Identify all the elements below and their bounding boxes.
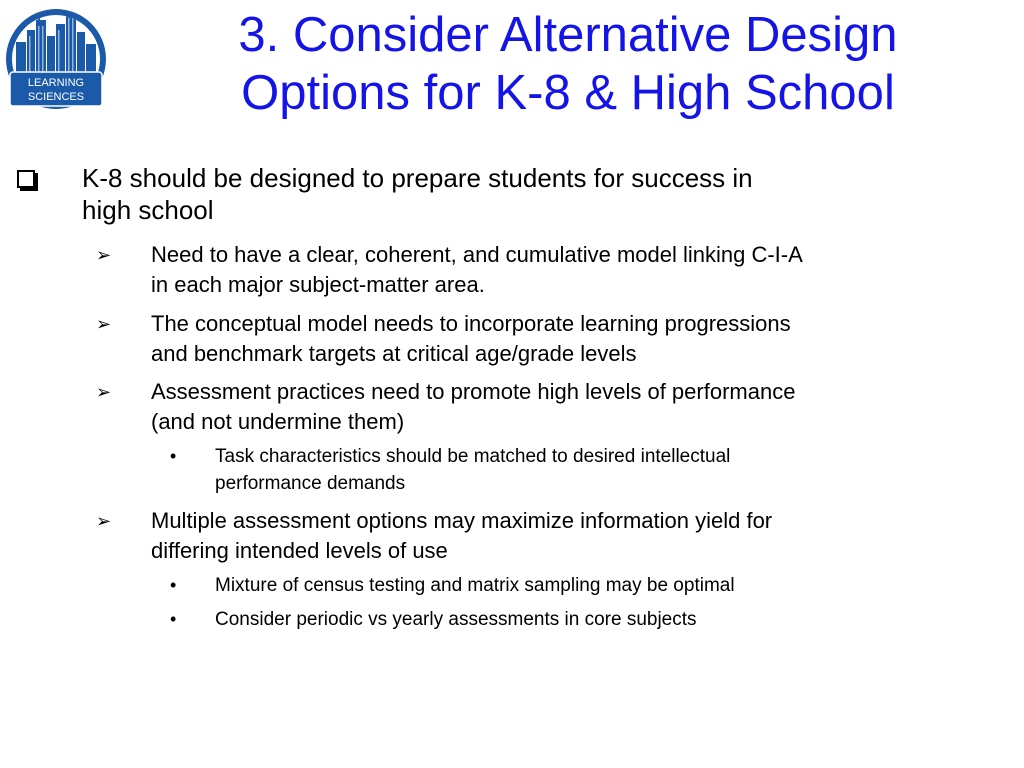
bullet-text-line: K-8 should be designed to prepare students for success in (82, 163, 753, 193)
subbullet-text-line: and benchmark targets at critical age/grade levels (151, 341, 637, 366)
subbullet-text-line: Multiple assessment options may maximize information yield for (151, 508, 773, 533)
subbullet-text-line: Assessment practices need to promote high levels of performance (151, 379, 796, 404)
title-line-2: Options for K-8 & High School (241, 66, 895, 120)
title-line-1: 3. Consider Alternative Design (238, 8, 898, 62)
dot-bullet-icon: • (170, 575, 177, 595)
arrow-bullet-icon: ➢ (96, 511, 112, 531)
subsubbullet-text-line: Mixture of census testing and matrix sampling may be optimal (215, 575, 735, 596)
subbullet-text-line: (and not undermine them) (151, 409, 405, 434)
subbullet-text-line: Need to have a clear, coherent, and cumulative model linking C-I-A (151, 242, 803, 267)
arrow-bullet-icon: ➢ (96, 314, 112, 334)
arrow-bullet-icon: ➢ (96, 245, 112, 265)
subsubbullet-text-line: performance demands (215, 473, 406, 494)
bullet-text-line: high school (82, 195, 214, 225)
subbullet-text-line: in each major subject-matter area. (151, 272, 485, 297)
subsubbullet-text-line: Consider periodic vs yearly assessments in core subjects (215, 609, 697, 630)
dot-bullet-icon: • (170, 446, 177, 466)
dot-bullet-icon: • (170, 609, 177, 629)
subbullet-text-line: The conceptual model needs to incorporate learning progressions (151, 311, 791, 336)
subsubbullet-text-line: Task characteristics should be matched to desired intellectual (215, 446, 731, 467)
subbullet-text-line: differing intended levels of use (151, 538, 448, 563)
logo-line1: LEARNING (27, 77, 85, 89)
checkbox-bullet-icon (17, 164, 35, 197)
logo-line2: SCIENCES (27, 91, 85, 103)
arrow-bullet-icon: ➢ (96, 382, 112, 402)
